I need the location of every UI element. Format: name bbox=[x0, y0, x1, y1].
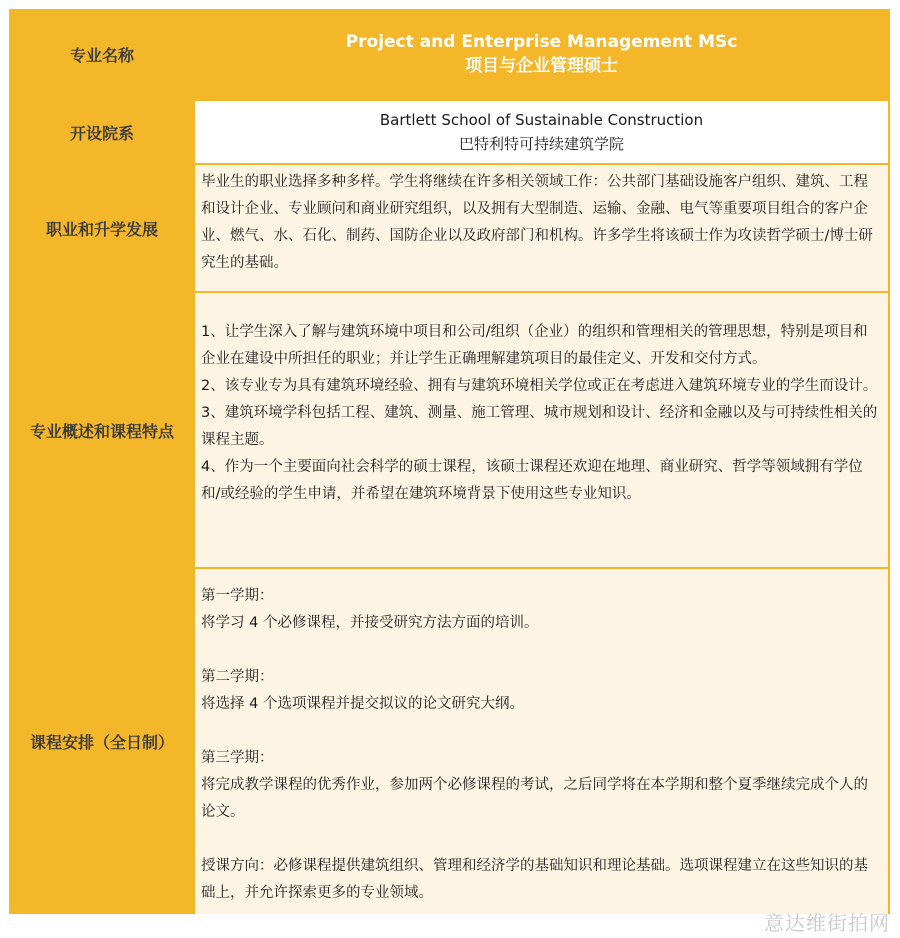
overview-cell bbox=[195, 293, 888, 567]
program-title-en: Project and Enterprise Management MSc bbox=[345, 32, 738, 52]
career-text: 毕业生的职业选择多种多样。学生将继续在许多相关领域工作：公共部门基础设施客户组织、建筑、工程和设计企业、专业顾问和商业研究组织，以及拥有大型制造、运输、金融、电气等重要项目组合的客户企业、燃气、水、石化、制药、国防企业以及政府部门和机构。许多学生将该硕士作为攻读哲学硕士/博士研究生的基础。 bbox=[201, 174, 873, 271]
row-program-name bbox=[9, 9, 890, 99]
career-cell bbox=[195, 165, 888, 291]
term-2-heading: 第二学期： bbox=[201, 669, 274, 685]
label-department: 开设院系 bbox=[11, 101, 193, 163]
term-3-body: 将完成教学课程的优秀作业，参加两个必修课程的考试，之后同学将在本学期和整个夏季继续完成个人的论文。 bbox=[201, 777, 868, 820]
overview-point-1: 1、让学生深入了解与建筑环境中项目和公司/组织（企业）的组织和管理相关的管理思想，特别是项目和企业在建设中所担任的职业；并让学生正确理解建筑项目的最佳定义、开发和交付方式。 bbox=[201, 324, 868, 367]
department-cell bbox=[195, 101, 888, 163]
term-1-body: 将学习 4 个必修课程，并接受研究方法方面的培训。 bbox=[201, 615, 539, 631]
term-2-body: 将选择 4 个选项课程并提交拟议的论文研究大纲。 bbox=[201, 696, 524, 712]
row-schedule bbox=[9, 569, 890, 914]
label-overview: 专业概述和课程特点 bbox=[11, 293, 193, 567]
department-cn: 巴特利特可持续建筑学院 bbox=[458, 135, 624, 153]
program-title-cn: 项目与企业管理硕士 bbox=[465, 56, 618, 76]
overview-point-2: 2、该专业专为具有建筑环境经验、拥有与建筑环境相关学位或正在考虑进入建筑环境专业的学生而设计。 bbox=[201, 378, 878, 394]
department-en: Bartlett School of Sustainable Construction bbox=[379, 111, 704, 129]
teaching-direction: 授课方向：必修课程提供建筑组织、管理和经济学的基础知识和理论基础。选项课程建立在这些知识的基础上，并允许探索更多的专业领域。 bbox=[201, 858, 868, 901]
row-overview bbox=[9, 293, 890, 567]
overview-point-3: 3、建筑环境学科包括工程、建筑、测量、施工管理、城市规划和设计、经济和金融以及与可持续性相关的课程主题。 bbox=[201, 405, 878, 448]
label-schedule: 课程安排（全日制） bbox=[11, 569, 193, 914]
program-table bbox=[9, 9, 890, 914]
label-program-name: 专业名称 bbox=[11, 9, 193, 99]
row-department bbox=[9, 101, 890, 163]
program-name-cell bbox=[195, 9, 888, 99]
term-3-heading: 第三学期： bbox=[201, 750, 274, 766]
overview-point-4: 4、作为一个主要面向社会科学的硕士课程，该硕士课程还欢迎在地理、商业研究、哲学等领域拥有学位和/或经验的学生申请，并希望在建筑环境背景下使用这些专业知识。 bbox=[201, 459, 863, 502]
schedule-cell bbox=[195, 569, 888, 914]
row-career bbox=[9, 165, 890, 291]
term-1-heading: 第一学期： bbox=[201, 588, 274, 604]
watermark: 意达维街拍网 bbox=[764, 911, 890, 935]
label-career: 职业和升学发展 bbox=[11, 165, 193, 291]
